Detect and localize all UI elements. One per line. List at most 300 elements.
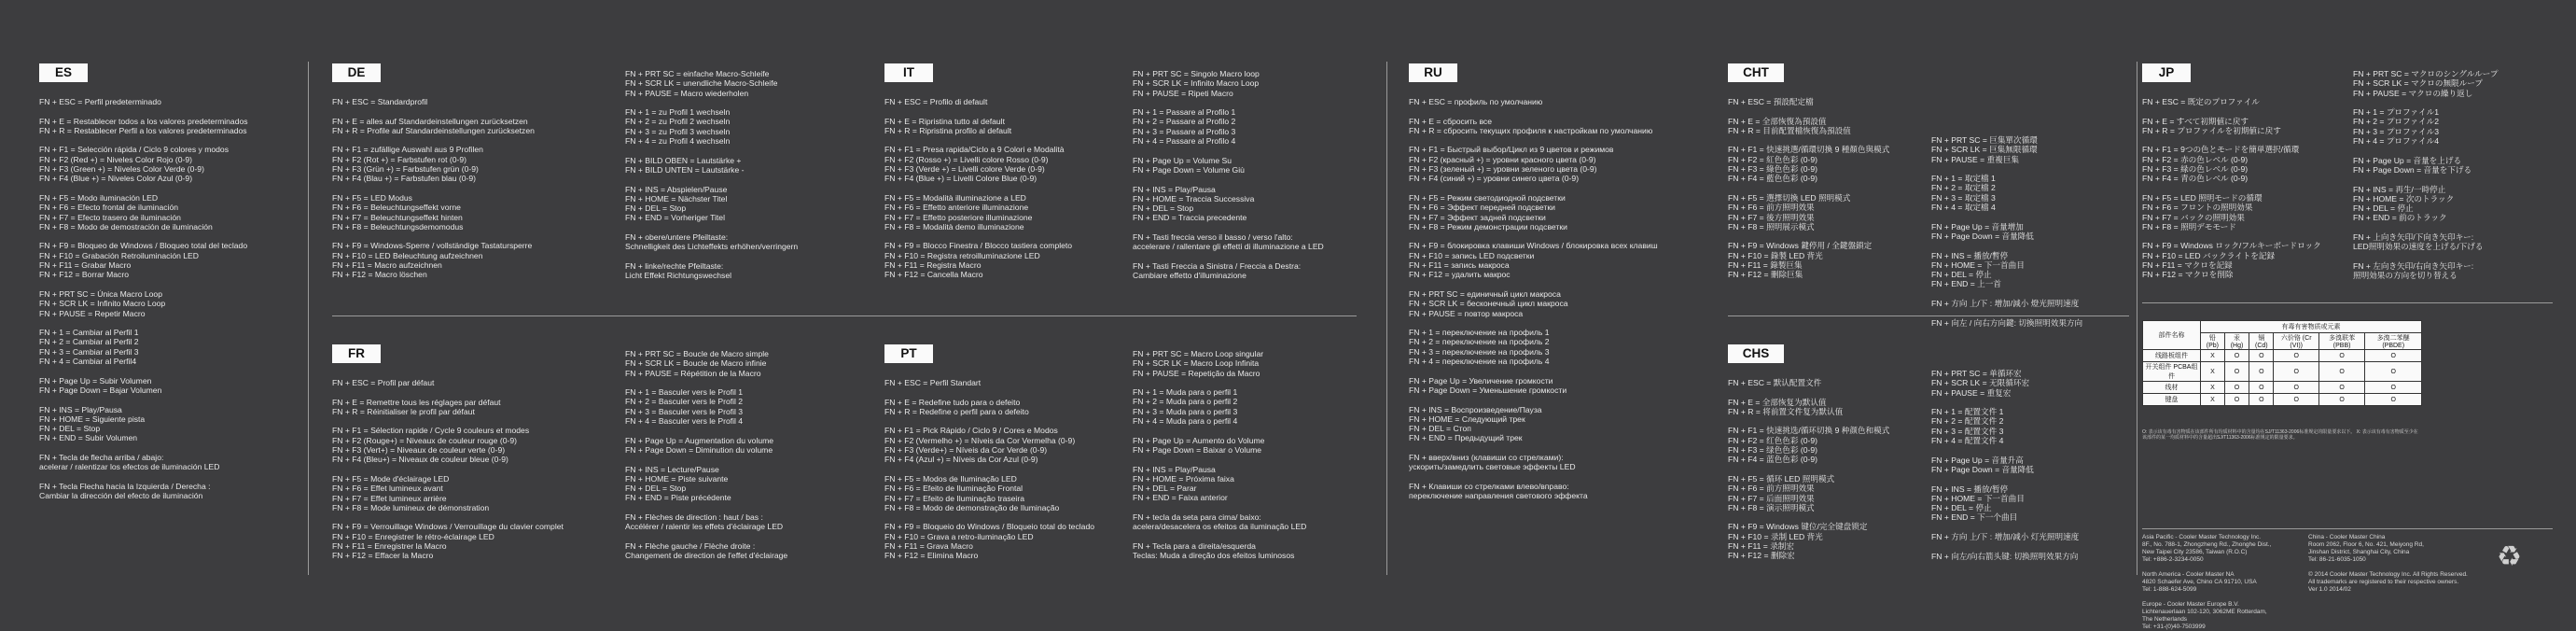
shortcut-line: FN + F3 = 緑の色レベル (0-9) bbox=[2142, 164, 2249, 175]
shortcut-line: FN + F5 = Mode d'éclairage LED bbox=[332, 473, 450, 484]
shortcut-line: FN + Клавиши со стрелками влево/вправо: bbox=[1409, 481, 1569, 491]
shortcut-line: Cambiare effetto d'illuminazione bbox=[1133, 271, 1246, 281]
shortcut-line: FN + Page Up = 音量升高 bbox=[1931, 455, 2024, 465]
footer-line: Asia Pacific - Cooler Master Technology Inc. bbox=[2142, 534, 2262, 540]
shortcut-line: переключение направления светового эффекта bbox=[1409, 491, 1588, 501]
hazard-column-header: 汞 (Hg) bbox=[2224, 333, 2249, 350]
shortcut-line: FN + F11 = Grava Macro bbox=[884, 541, 973, 552]
chs-shortcuts-2 bbox=[1931, 369, 2132, 561]
shortcut-line: FN + BILD OBEN = Lautstärke + bbox=[625, 155, 742, 165]
shortcut-line: FN + ESC = Profilo di default bbox=[884, 97, 988, 106]
shortcut-line: FN + Page Down = 音量降低 bbox=[1931, 231, 2034, 241]
shortcut-line: FN + E = 全部恢復為預設值 bbox=[1728, 116, 1827, 126]
shortcut-line: FN + F11 = 錄製巨集 bbox=[1728, 260, 1803, 271]
shortcut-line: FN + 3 = Basculer vers le Profil 3 bbox=[625, 406, 744, 416]
shortcut-line: FN + SCR LK = 巨集無限循環 bbox=[1931, 145, 2038, 155]
es-shortcuts bbox=[39, 97, 300, 500]
shortcut-line: FN + INS = Lecture/Pause bbox=[625, 464, 719, 474]
shortcut-line: FN + F8 = Modalità demo illuminazione bbox=[884, 221, 1024, 231]
shortcut-line: FN + DEL = Stop bbox=[625, 203, 687, 214]
shortcut-line: FN + ESC = профиль по умолчанию bbox=[1409, 97, 1543, 106]
hazard-value: O bbox=[2249, 382, 2274, 394]
shortcut-line: FN + 3 = 取定檔 3 bbox=[1931, 192, 1996, 203]
shortcut-line: FN + DEL = 停止 bbox=[2353, 203, 2414, 214]
shortcut-line: FN + END = 下一个曲目 bbox=[1931, 512, 2018, 523]
shortcut-line: FN + 上向き矢印/下向き矢印キー: bbox=[2353, 232, 2474, 243]
shortcut-line: FN + HOME = Piste suivante bbox=[625, 473, 729, 484]
shortcut-line: FN + 2 = Passare al Profilo 2 bbox=[1133, 117, 1236, 127]
part-header: 部件名称 bbox=[2143, 321, 2201, 350]
shortcut-line: FN + Tasti Freccia a Sinistra / Freccia a Destra: bbox=[1133, 260, 1302, 271]
shortcut-line: FN + E = alles auf Standardeinstellungen zurücksetzen bbox=[332, 116, 528, 126]
footer-line: The Netherlands bbox=[2142, 616, 2188, 623]
shortcut-line: FN + PRT SC = Única Macro Loop bbox=[39, 288, 162, 299]
hazard-column-header: 六价铬 (Cr (VI)) bbox=[2274, 333, 2318, 350]
hazard-value: O bbox=[2249, 394, 2274, 406]
shortcut-line: FN + 4 = Cambiar al Perfil4 bbox=[39, 357, 137, 367]
shortcut-line: FN + F12 = Effacer la Macro bbox=[332, 551, 434, 561]
hazard-column-header: 多溴二苯醚 (PBDE) bbox=[2365, 333, 2422, 350]
hazard-value: O bbox=[2274, 382, 2318, 394]
footer-line: Tel: 1-888-624-5099 bbox=[2142, 586, 2197, 593]
footer-line: All trademarks are registered to their respective owners. bbox=[2308, 579, 2459, 585]
shortcut-line: FN + F4 (Bleu+) = Niveaux de couleur bleue (0-9) bbox=[332, 455, 508, 465]
shortcut-line: FN + F2 = 赤の色レベル (0-9) bbox=[2142, 154, 2249, 164]
shortcut-line: FN + 3 = プロファイル3 bbox=[2353, 126, 2439, 136]
shortcut-line: FN + 2 = zu Profil 2 wechseln bbox=[625, 117, 731, 127]
shortcut-line: FN + PAUSE = Répétition de la Macro bbox=[625, 368, 761, 378]
shortcut-line: FN + F10 = 錄製 LED 背光 bbox=[1728, 250, 1823, 260]
shortcut-line: FN + INS = 播放/暫停 bbox=[1931, 250, 2009, 260]
shortcut-line: FN + PRT SC = единичный цикл макроса bbox=[1409, 288, 1561, 299]
shortcut-line: FN + PRT SC = Macro Loop singular bbox=[1133, 349, 1264, 358]
shortcut-line: FN + F6 = Efeito de Iluminação Frontal bbox=[884, 484, 1023, 494]
hazard-title: 有毒有害物质或元素 bbox=[2200, 321, 2421, 333]
shortcut-line: FN + INS = Play/Pausa bbox=[39, 404, 122, 414]
shortcut-line: FN + F10 = LED バックライトを記録 bbox=[2142, 250, 2276, 260]
shortcut-line: FN + F1 = Presa rapida/Ciclo a 9 Colori e Modalità bbox=[884, 145, 1065, 155]
shortcut-line: FN + HOME = 下一首曲目 bbox=[1931, 259, 2025, 270]
shortcut-line: FN + DEL = Stop bbox=[39, 424, 101, 434]
hazard-value: X bbox=[2200, 394, 2224, 406]
shortcut-line: FN + END = Piste précédente bbox=[625, 493, 731, 503]
shortcut-line: FN + R = Redefine o perfil para o defeito bbox=[884, 406, 1029, 416]
shortcut-line: FN + 4 = Muda para o perfil 4 bbox=[1133, 416, 1238, 427]
shortcut-line: FN + F7 = Effet lumineux arrière bbox=[332, 493, 447, 503]
shortcut-line: FN + END = Subir Volumen bbox=[39, 433, 138, 443]
shortcut-line: FN + F9 = блокировка клавиши Windows / блокировка всех клавиш bbox=[1409, 241, 1658, 251]
shortcut-line: Schnelligkeit des Lichteffekts erhöhen/verringern bbox=[625, 242, 799, 252]
shortcut-line: FN + F9 = Windows ロック/フルキーボードロック bbox=[2142, 241, 2321, 251]
shortcut-line: FN + HOME = Traccia Successiva bbox=[1133, 193, 1255, 203]
shortcut-line: FN + F11 = Registra Macro bbox=[884, 260, 982, 271]
shortcut-line: FN + F10 = запись LED подсветки bbox=[1409, 250, 1535, 260]
table-row bbox=[2143, 394, 2422, 406]
shortcut-line: FN + F11 = 录制宏 bbox=[1728, 541, 1794, 552]
shortcut-line: FN + F10 = 录制 LED 背光 bbox=[1728, 531, 1823, 541]
hazard-value: O bbox=[2274, 350, 2318, 362]
de-shortcuts bbox=[332, 97, 612, 280]
shortcut-line: FN + 3 = zu Profil 3 wechseln bbox=[625, 126, 731, 136]
footer-line: China - Cooler Master China bbox=[2308, 534, 2386, 540]
shortcut-line: FN + DEL = 停止 bbox=[1931, 270, 1992, 280]
shortcut-line: FN + F12 = удалить макрос bbox=[1409, 270, 1511, 280]
hazard-value: O bbox=[2274, 362, 2318, 382]
shortcut-line: FN + Tecla para a direita/esquerda bbox=[1133, 540, 1256, 551]
shortcut-line: FN + 4 = переключение на профиль 4 bbox=[1409, 357, 1550, 367]
shortcut-line: FN + PAUSE = マクロの繰り返し bbox=[2353, 88, 2473, 98]
shortcut-line: FN + F6 = Эффект передней подсветки bbox=[1409, 203, 1555, 213]
shortcut-line: FN + 2 = Cambiar al Perfil 2 bbox=[39, 337, 139, 347]
shortcut-line: FN + ESC = Profil par défaut bbox=[332, 378, 435, 387]
shortcut-line: FN + R = 将前置文件复为默认值 bbox=[1728, 406, 1844, 416]
fr-shortcuts-2 bbox=[625, 349, 896, 561]
footer-line: North America - Cooler Master NA bbox=[2142, 571, 2235, 578]
shortcut-line: FN + Tecla Flecha hacia la Izquierda / Derecha : bbox=[39, 481, 211, 491]
shortcut-line: FN + F4 (Blau +) = Farbstufen blau (0-9) bbox=[332, 174, 477, 184]
shortcut-line: FN + F4 (Blue +) = Livelli Colore Blue (0-9) bbox=[884, 174, 1037, 184]
shortcut-line: FN + Page Down = Baixar o Volume bbox=[1133, 444, 1262, 455]
shortcut-line: FN + F5 = Modos de Iluminação LED bbox=[884, 473, 1017, 484]
shortcut-line: FN + SCR LK = マクロの無限ループ bbox=[2353, 78, 2484, 89]
table-row bbox=[2143, 362, 2422, 382]
jp-shortcuts-2 bbox=[2353, 69, 2558, 281]
hazard-value: O bbox=[2365, 382, 2422, 394]
shortcut-line: FN + F12 = 刪除巨集 bbox=[1728, 270, 1803, 280]
shortcut-line: FN + F3 (Green +) = Niveles Color Verde (0-9) bbox=[39, 164, 204, 175]
shortcut-line: FN + INS = Abspielen/Pause bbox=[625, 184, 728, 194]
shortcut-line: FN + 3 = 配置文件 3 bbox=[1931, 426, 2004, 436]
shortcut-line: FN + Page Down = Уменьшение громкости bbox=[1409, 385, 1567, 395]
shortcut-line: FN + 4 = プロファイル4 bbox=[2353, 136, 2439, 147]
shortcut-line: FN + F7 = Effetto posteriore illuminazione bbox=[884, 212, 1033, 222]
shortcut-line: FN + 向左 / 向右方向鍵: 切換照明效果方向 bbox=[1931, 317, 2083, 328]
footer-line bbox=[2142, 594, 2338, 601]
shortcut-line: FN + INS = Play/Pausa bbox=[1133, 184, 1216, 194]
shortcut-line: LED照明効果の速度を上げる/下げる bbox=[2353, 242, 2484, 252]
shortcut-line: FN + F7 = Efeito de Iluminação traseira bbox=[884, 493, 1024, 503]
shortcut-line: FN + F12 = Borrar Macro bbox=[39, 270, 129, 280]
shortcut-line: FN + F4 (Azul +) = Níveis da Cor Azul (0-9) bbox=[884, 455, 1038, 465]
pt-shortcuts bbox=[884, 378, 1127, 561]
shortcut-line: FN + F11 = マクロを記録 bbox=[2142, 260, 2233, 271]
shortcut-line: Changement de direction de l'effet d'éclairage bbox=[625, 551, 788, 561]
lang-header-de: DE bbox=[332, 63, 381, 82]
footer-line bbox=[2308, 564, 2495, 571]
hazard-value: O bbox=[2224, 350, 2249, 362]
shortcut-line: FN + HOME = Siguiente pista bbox=[39, 414, 146, 424]
shortcut-line: FN + F11 = Enregistrer la Macro bbox=[332, 541, 447, 552]
shortcut-line: FN + F6 = Effet lumineux avant bbox=[332, 484, 443, 494]
footer-line: Tel: 86-21-6035-1050 bbox=[2308, 556, 2366, 563]
recycle-icon: ♻ bbox=[2497, 541, 2522, 572]
shortcut-line: FN + F8 = Режим демонстрации подсветки bbox=[1409, 221, 1567, 231]
shortcut-line: FN + 1 = プロファイル1 bbox=[2353, 107, 2439, 118]
lang-header-ru: RU bbox=[1409, 63, 1457, 82]
shortcut-line: FN + PAUSE = 重複巨集 bbox=[1931, 154, 2019, 164]
lang-header-chs: CHS bbox=[1728, 344, 1784, 363]
shortcut-line: FN + F12 = マクロを削除 bbox=[2142, 270, 2234, 280]
shortcut-line: FN + F3 (Verde+) = Níveis da Cor Verde (0-9) bbox=[884, 445, 1048, 456]
shortcut-line: FN + F1 = Sélection rapide / Cycle 9 couleurs et modes bbox=[332, 426, 530, 436]
ru-shortcuts bbox=[1409, 97, 1689, 500]
shortcut-line: FN + F5 = LED Modus bbox=[332, 192, 412, 203]
hazard-value: X bbox=[2200, 382, 2224, 394]
hazard-value: O bbox=[2365, 394, 2422, 406]
shortcut-line: FN + F4 = 藍色色彩 (0-9) bbox=[1728, 174, 1817, 184]
shortcut-line: FN + F1 = Pick Rápido / Ciclo 9 / Cores e Modos bbox=[884, 426, 1058, 436]
shortcut-line: FN + F6 = 前方照明效果 bbox=[1728, 484, 1815, 494]
shortcut-line: FN + PAUSE = повтор макроса bbox=[1409, 308, 1524, 318]
shortcut-line: acelerar / ralentizar los efectos de iluminación LED bbox=[39, 462, 220, 472]
shortcut-line: FN + 4 = zu Profil 4 wechseln bbox=[625, 136, 731, 147]
shortcut-line: FN + F2 = 紅色色彩 (0-9) bbox=[1728, 154, 1817, 164]
shortcut-line: FN + R = プロファイルを初期値に戻す bbox=[2142, 125, 2281, 135]
shortcut-line: FN + ESC = 默认配置文件 bbox=[1728, 378, 1822, 387]
shortcut-line: FN + PRT SC = Boucle de Macro simple bbox=[625, 349, 769, 358]
shortcut-line: FN + F1 = 快速挑選/循環切換 9 種顏色與模式 bbox=[1728, 145, 1890, 155]
hazard-value: O bbox=[2365, 362, 2422, 382]
shortcut-line: FN + HOME = Nächster Titel bbox=[625, 193, 728, 203]
shortcut-line: FN + R = 目前配置檔恢復為預設值 bbox=[1728, 125, 1851, 135]
shortcut-line: FN + F11 = запись макроса bbox=[1409, 260, 1510, 271]
shortcut-line: FN + END = Vorheriger Titel bbox=[625, 213, 725, 223]
shortcut-line: FN + 3 = переключение на профиль 3 bbox=[1409, 346, 1550, 357]
shortcut-line: FN + SCR LK = 无限循环宏 bbox=[1931, 378, 2030, 388]
footer-line: Ver 1.0 2014/02 bbox=[2308, 586, 2351, 593]
part-name: 线材 bbox=[2143, 382, 2201, 394]
shortcut-line: FN + F2 (Rosso +) = Livelli colore Rosso (0-9) bbox=[884, 154, 1049, 164]
lang-header-jp: JP bbox=[2142, 63, 2191, 82]
shortcut-line: FN + F10 = Grava a retro-iluminação LED bbox=[884, 531, 1034, 541]
shortcut-line: FN + 1 = 取定檔 1 bbox=[1931, 174, 1996, 184]
footer-line: New Taipei City 23586, Taiwan (R.O.C) bbox=[2142, 549, 2248, 555]
shortcut-line: FN + linke/rechte Pfeiltaste: bbox=[625, 260, 724, 271]
shortcut-line: FN + F8 = Mode lumineux de démonstration bbox=[332, 502, 490, 512]
shortcut-line: FN + Page Down = Bajar Volumen bbox=[39, 385, 162, 395]
cht-shortcuts-2 bbox=[1931, 135, 2132, 328]
shortcut-line: FN + F12 = Macro löschen bbox=[332, 270, 427, 280]
lang-header-fr: FR bbox=[332, 344, 381, 363]
hazard-column-header: 多溴联苯 (PBB) bbox=[2318, 333, 2364, 350]
shortcut-line: FN + SCR LK = Boucle de Macro infinie bbox=[625, 358, 767, 369]
shortcut-line: FN + 4 = 配置文件 4 bbox=[1931, 436, 2004, 446]
shortcut-line: FN + 1 = zu Profil 1 wechseln bbox=[625, 107, 731, 118]
divider bbox=[2142, 528, 2553, 529]
hazard-value: O bbox=[2249, 350, 2274, 362]
shortcut-line: FN + 向左/向右箭头键: 切换照明效果方向 bbox=[1931, 551, 2079, 561]
shortcut-line: FN + 1 = Muda para o perfil 1 bbox=[1133, 387, 1238, 398]
shortcut-line: accelerare / rallentare gli effetti di illuminazione a LED bbox=[1133, 242, 1324, 252]
shortcut-line: FN + 1 = 配置文件 1 bbox=[1931, 407, 2004, 417]
hazard-value: O bbox=[2224, 362, 2249, 382]
shortcut-line: FN + F3 (Grün +) = Farbstufen grün (0-9) bbox=[332, 164, 479, 175]
footer-line: Tel: +886-2-3234-0050 bbox=[2142, 556, 2204, 563]
footer-line: 4820 Schaefer Ave, Chino CA 91710, USA bbox=[2142, 579, 2257, 585]
shortcut-line: FN + 4 = Passare al Profilo 4 bbox=[1133, 136, 1236, 147]
shortcut-line: FN + F9 = Blocco Finestra / Blocco tastiera completo bbox=[884, 241, 1073, 251]
shortcut-line: FN + Page Down = 音量降低 bbox=[1931, 464, 2034, 474]
shortcut-line: FN + F5 = Режим светодиодной подсветки bbox=[1409, 192, 1566, 203]
shortcut-line: FN + 方向 上/下 : 增加/减小 灯光照明速度 bbox=[1931, 532, 2080, 542]
shortcut-line: FN + DEL = Parar bbox=[1133, 484, 1197, 494]
shortcut-line: FN + DEL = Stop bbox=[625, 484, 687, 494]
shortcut-line: FN + F9 = Verrouillage Windows / Verrouillage du clavier complet bbox=[332, 522, 564, 532]
footer-line: Jinshan District, Shanghai City, China bbox=[2308, 549, 2410, 555]
shortcut-line: FN + F8 = 照明デモモード bbox=[2142, 221, 2236, 231]
shortcut-line: FN + SCR LK = unendliche Macro-Schleife bbox=[625, 78, 778, 89]
pt-shortcuts-2 bbox=[1133, 349, 1385, 561]
shortcut-line: FN + END = 前のトラック bbox=[2353, 213, 2447, 223]
part-name: 线路板组件 bbox=[2143, 350, 2201, 362]
shortcut-line: FN + F1 = zufällige Auswahl aus 9 Profilen bbox=[332, 145, 483, 155]
shortcut-line: FN + F6 = フロントの照明効果 bbox=[2142, 203, 2253, 213]
shortcut-line: FN + F4 (Blue +) = Niveles Color Azul (0-9) bbox=[39, 174, 193, 184]
shortcut-line: FN + PAUSE = Ripeti Macro bbox=[1133, 88, 1233, 98]
shortcut-line: FN + E = 全部恢复为默认值 bbox=[1728, 397, 1827, 407]
shortcut-line: FN + obere/untere Pfeiltaste: bbox=[625, 232, 729, 243]
shortcut-line: FN + END = Faixa anterior bbox=[1133, 493, 1228, 503]
hazard-value: X bbox=[2200, 362, 2224, 382]
shortcut-line: FN + F2 (Rouge+) = Niveaux de couleur rouge (0-9) bbox=[332, 435, 517, 445]
shortcut-line: FN + F9 = Windows-Sperre / vollständige Tastatursperre bbox=[332, 241, 533, 251]
shortcut-line: FN + 1 = Basculer vers le Profil 1 bbox=[625, 387, 744, 398]
shortcut-line: FN + F6 = Efecto frontal de iluminación bbox=[39, 203, 179, 213]
shortcut-line: FN + 2 = переключение на профиль 2 bbox=[1409, 337, 1550, 347]
shortcut-line: FN + END = Предыдущий трек bbox=[1409, 433, 1523, 443]
shortcut-line: FN + F8 = 照明展示模式 bbox=[1728, 221, 1815, 231]
footer-line: 8F., No. 788-1, Zhongzheng Rd., Zhonghe Dist., bbox=[2142, 541, 2272, 548]
shortcut-line: FN + F10 = Registra retroilluminazione LED bbox=[884, 250, 1040, 260]
shortcut-line: FN + F2 (Vermelho +) = Níveis da Cor Vermelha (0-9) bbox=[884, 435, 1076, 445]
shortcut-line: FN + F7 = Эффект задней подсветки bbox=[1409, 212, 1546, 222]
shortcut-line: FN + ESC = Perfil predeterminado bbox=[39, 97, 161, 106]
shortcut-line: FN + HOME = 次のトラック bbox=[2353, 193, 2455, 203]
footer-line: Room 2062, Floor 6, No. 421, Meiyong Rd, bbox=[2308, 541, 2424, 548]
shortcut-line: FN + ESC = Perfil Standart bbox=[884, 378, 982, 387]
shortcut-line: FN + 1 = Passare al Profilo 1 bbox=[1133, 107, 1236, 118]
shortcut-line: FN + F11 = Macro aufzeichnen bbox=[332, 260, 442, 271]
shortcut-line: FN + PAUSE = Repetir Macro bbox=[39, 308, 146, 318]
shortcut-line: FN + Page Down = 音量を下げる bbox=[2353, 164, 2472, 175]
shortcut-line: FN + HOME = Próxima faixa bbox=[1133, 473, 1234, 484]
shortcut-line: FN + BILD UNTEN = Lautstärke - bbox=[625, 164, 745, 175]
hazard-value: O bbox=[2318, 350, 2364, 362]
shortcut-line: FN + Page Up = Aumento do Volume bbox=[1133, 435, 1265, 445]
shortcut-line: FN + 2 = 配置文件 2 bbox=[1931, 416, 2004, 427]
shortcut-line: FN + F4 = 青の色レベル (0-9) bbox=[2142, 174, 2249, 184]
shortcut-line: FN + tecla da seta para cima/ baixo: bbox=[1133, 512, 1261, 523]
shortcut-line: FN + F5 = LED 照明モードの循環 bbox=[2142, 192, 2263, 203]
shortcut-line: FN + F6 = 前方照明效果 bbox=[1728, 203, 1815, 213]
shortcut-line: FN + F8 = Modo de demostración de iluminación bbox=[39, 221, 213, 231]
shortcut-line: FN + DEL = Stop bbox=[1133, 203, 1194, 214]
shortcut-line: FN + E = Remettre tous les réglages par défaut bbox=[332, 397, 501, 407]
shortcut-line: FN + 4 = Basculer vers le Profil 4 bbox=[625, 416, 744, 427]
shortcut-line: FN + Page Up = 音量增加 bbox=[1931, 221, 2024, 231]
shortcut-line: FN + F10 = Enregistrer le rétro-éclairage LED bbox=[332, 531, 494, 541]
shortcut-line: FN + F12 = Elimina Macro bbox=[884, 551, 979, 561]
lang-header-it: IT bbox=[884, 63, 933, 82]
hazardous-substances-table bbox=[2142, 320, 2422, 406]
shortcut-line: FN + F6 = Effetto anteriore illuminazione bbox=[884, 203, 1029, 213]
shortcut-line: FN + INS = 再生/一時停止 bbox=[2353, 184, 2446, 194]
shortcut-line: FN + PAUSE = Macro wiederholen bbox=[625, 88, 749, 98]
shortcut-line: FN + Flèches de direction : haut / bas : bbox=[625, 512, 763, 523]
shortcut-line: FN + 方向 上/下 : 增加/減小 燈光照明速度 bbox=[1931, 299, 2080, 309]
shortcut-line: FN + F12 = Cancella Macro bbox=[884, 270, 983, 280]
shortcut-line: FN + F8 = Modo de demonstração de Iluminação bbox=[884, 502, 1060, 512]
shortcut-line: FN + R = Ripristina profilo al default bbox=[884, 125, 1012, 135]
shortcut-line: FN + E = すべて初期値に戻す bbox=[2142, 116, 2249, 126]
shortcut-line: FN + 2 = プロファイル2 bbox=[2353, 117, 2439, 127]
shortcut-line: FN + END = 上一首 bbox=[1931, 279, 2001, 289]
shortcut-line: FN + F1 = 快速挑选/循环切换 9 种颜色和模式 bbox=[1728, 426, 1890, 436]
shortcut-line: FN + 3 = Cambiar al Perfil 3 bbox=[39, 346, 139, 357]
fr-shortcuts bbox=[332, 378, 612, 561]
shortcut-line: FN + PAUSE = 重复宏 bbox=[1931, 387, 2012, 398]
shortcut-line: FN + F2 (Rot +) = Farbstufen rot (0-9) bbox=[332, 154, 466, 164]
shortcut-line: FN + 4 = 取定檔 4 bbox=[1931, 203, 1996, 213]
shortcut-line: FN + SCR LK = Infinito Macro Loop bbox=[1133, 78, 1260, 89]
shortcut-line: FN + F5 = 循环 LED 照明模式 bbox=[1728, 473, 1835, 484]
shortcut-line: FN + Tasti freccia verso il basso / verso l'alto: bbox=[1133, 232, 1293, 243]
chs-shortcuts bbox=[1728, 378, 1924, 561]
shortcut-line: FN + F12 = 删除宏 bbox=[1728, 551, 1795, 561]
shortcut-line: acelera/desacelera os efeitos da iluminação LED bbox=[1133, 522, 1307, 532]
divider bbox=[1386, 62, 1387, 575]
hazard-value: O bbox=[2318, 394, 2364, 406]
footer-line: Lichtenauerlaan 102-120, 3062ME Rotterdam, bbox=[2142, 609, 2267, 615]
shortcut-line: FN + F1 = Быстрый выбор/Цикл из 9 цветов и режимов bbox=[1409, 145, 1614, 155]
divider bbox=[2142, 302, 2553, 303]
shortcut-line: FN + HOME = Следующий трек bbox=[1409, 414, 1525, 424]
hazard-value: O bbox=[2365, 350, 2422, 362]
hazard-value: O bbox=[2224, 394, 2249, 406]
shortcut-line: FN + F5 = 選擇切換 LED 照明模式 bbox=[1728, 192, 1851, 203]
shortcut-line: FN + F9 = Bloqueo de Windows / Bloqueo total del teclado bbox=[39, 241, 248, 251]
shortcut-line: FN + Tecla de flecha arriba / abajo: bbox=[39, 452, 164, 462]
shortcut-line: FN + Page Down = Volume Giù bbox=[1133, 164, 1245, 175]
shortcut-line: FN + F8 = 演示照明模式 bbox=[1728, 502, 1815, 512]
shortcut-line: FN + PRT SC = 巨集單次循環 bbox=[1931, 135, 2038, 145]
lang-header-es: ES bbox=[39, 63, 88, 82]
shortcut-line: FN + F7 = 後方照明效果 bbox=[1728, 212, 1815, 222]
shortcut-line: FN + F7 = Beleuchtungseffekt hinten bbox=[332, 212, 463, 222]
jp-shortcuts bbox=[2142, 97, 2347, 280]
lang-header-pt: PT bbox=[884, 344, 933, 363]
shortcut-line: FN + INS = 播放/暂停 bbox=[1931, 484, 2009, 494]
shortcut-line: FN + PAUSE = Repetição da Macro bbox=[1133, 368, 1260, 378]
shortcut-line: FN + Page Up = Augmentation du volume bbox=[625, 435, 774, 445]
shortcut-line: FN + F9 = Windows 键位/完全键盘锁定 bbox=[1728, 522, 1868, 532]
shortcut-line: FN + R = Restablecer Perfil a los valores predeterminados bbox=[39, 125, 247, 135]
shortcut-line: FN + 1 = переключение на профиль 1 bbox=[1409, 328, 1550, 338]
shortcut-line: FN + F4 = 蓝色色彩 (0-9) bbox=[1728, 455, 1817, 465]
hazard-value: O bbox=[2274, 394, 2318, 406]
shortcut-line: FN + F7 = 后面照明效果 bbox=[1728, 493, 1815, 503]
shortcut-line: FN + F8 = Beleuchtungsdemomodus bbox=[332, 221, 464, 231]
shortcut-line: FN + F10 = LED Beleuchtung aufzeichnen bbox=[332, 250, 483, 260]
shortcut-line: FN + ESC = 預設配定檔 bbox=[1728, 97, 1814, 106]
hazard-value: O bbox=[2318, 362, 2364, 382]
shortcut-line: FN + 2 = Basculer vers le Profil 2 bbox=[625, 397, 744, 407]
shortcut-line: 照明効果の方向を切り替える bbox=[2353, 271, 2458, 281]
shortcut-line: FN + Page Up = Увеличение громкости bbox=[1409, 375, 1553, 386]
shortcut-line: FN + 2 = Muda para o perfil 2 bbox=[1133, 397, 1238, 407]
shortcut-line: FN + E = Redefine tudo para o defeito bbox=[884, 397, 1021, 407]
shortcut-line: FN + Page Up = Volume Su bbox=[1133, 155, 1232, 165]
